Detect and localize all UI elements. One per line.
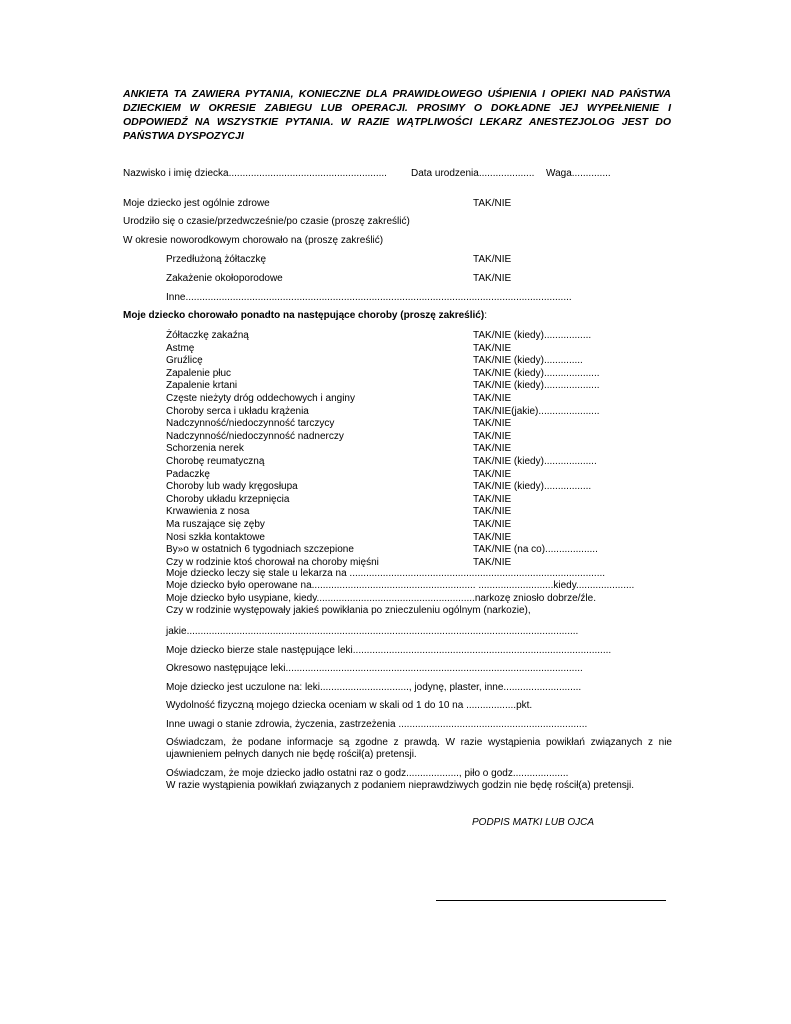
diseases-heading-text: Moje dziecko chorowało ponadto na następujące choroby (proszę zakreślić) xyxy=(123,310,485,321)
neonatal-answer: TAK/NIE xyxy=(473,273,512,284)
disease-question: Choroby układu krzepnięcia xyxy=(166,494,290,505)
disease-question: By»o w ostatnich 6 tygodniach szczepione xyxy=(166,544,354,555)
neonatal-question: Przedłużoną żółtaczkę xyxy=(166,254,267,265)
diseases-heading xyxy=(123,310,487,322)
declaration-meal: Oświadczam, że moje dziecko jadło ostatni raz o godz..................., piło o godz.................... xyxy=(166,768,569,779)
neonatal-other-field: Inne........................................................................................................................................... xyxy=(166,292,572,303)
general-question: Urodziło się o czasie/przedwcześnie/po czasie (proszę zakreślić) xyxy=(123,216,410,227)
diseases-heading-colon: : xyxy=(484,310,487,321)
disease-answer: TAK/NIE xyxy=(473,557,512,568)
other-remarks-line: Inne uwagi o stanie zdrowia, życzenia, zastrzeżenia .................................................................... xyxy=(166,719,588,730)
patient-weight-field: Waga.............. xyxy=(546,168,611,179)
periodic-medication-line: Okresowo następujące leki........................................................................................................... xyxy=(166,663,583,674)
disease-question: Krwawienia z nosa xyxy=(166,506,250,517)
disease-question: Schorzenia nerek xyxy=(166,443,244,454)
patient-dob-field: Data urodzenia.................... xyxy=(411,168,535,179)
disease-answer: TAK/NIE xyxy=(473,519,512,530)
general-question: W okresie noworodkowym chorowało na (proszę zakreślić) xyxy=(123,235,384,246)
disease-question: Gruźlicę xyxy=(166,355,203,366)
disease-answer: TAK/NIE xyxy=(473,469,512,480)
patient-name-field: Nazwisko i imię dziecka......................................................... xyxy=(123,168,387,179)
disease-answer: TAK/NIE (kiedy)................. xyxy=(473,330,592,341)
complications-details-line: jakie............................................................................................................................................. xyxy=(166,626,579,637)
complications-line: Czy w rodzinie występowały jakieś powikłania po znieczuleniu ogólnym (narkozie), xyxy=(166,605,531,616)
disease-question: Żółtaczkę zakaźną xyxy=(166,330,249,341)
disease-question: Zapalenie płuc xyxy=(166,368,232,379)
disease-question: Nosi szkła kontaktowe xyxy=(166,532,265,543)
disease-question: Czy w rodzinie ktoś chorował na choroby mięśni xyxy=(166,557,379,568)
disease-question: Nadczynność/niedoczynność tarczycy xyxy=(166,418,335,429)
disease-answer: TAK/NIE xyxy=(473,443,512,454)
intro-paragraph: ANKIETA TA ZAWIERA PYTANIA, KONIECZNE DLA PRAWIDŁOWEGO UŚPIENIA I OPIEKI NAD PAŃSTWA DZIECKIEM W OKRESIE ZABIEGU LUB OPERACJI. PROSIMY O DOKŁADNE JEJ WYPEŁNIENIE I ODPOWIEDŹ NA WSZYSTKIE PYTANIA. W RAZIE WĄTPLIWOŚCI LEKARZ ANESTEZJOLOG JEST DO PAŃSTWA DYSPOZYCJI xyxy=(123,88,671,142)
disease-answer: TAK/NIE xyxy=(473,343,512,354)
declaration-hours: W razie wystąpienia powikłań związanych z podaniem nieprawdziwych godzin nie będę rościł(a) pretensji. xyxy=(166,780,635,791)
disease-answer: TAK/NIE xyxy=(473,418,512,429)
operation-line: Moje dziecko było operowane na........................................................... ...........................kiedy..................... xyxy=(166,580,635,591)
disease-question: Częste nieżyty dróg oddechowych i anginy xyxy=(166,393,355,404)
regular-medication-line: Moje dziecko bierze stale następujące leki............................................................................................. xyxy=(166,645,612,656)
signature-label: PODPIS MATKI LUB OJCA xyxy=(472,817,595,828)
neonatal-question: Zakażenie okołoporodowe xyxy=(166,273,283,284)
disease-question: Padaczkę xyxy=(166,469,210,480)
disease-question: Ma ruszające się zęby xyxy=(166,519,265,530)
disease-answer: TAK/NIE xyxy=(473,393,512,404)
disease-question: Choroby serca i układu krążenia xyxy=(166,406,309,417)
disease-answer: TAK/NIE xyxy=(473,532,512,543)
disease-question: Zapalenie krtani xyxy=(166,380,238,391)
general-answer: TAK/NIE xyxy=(473,198,512,209)
disease-answer: TAK/NIE xyxy=(473,494,512,505)
disease-question: Nadczynność/niedoczynność nadnerczy xyxy=(166,431,344,442)
disease-answer: TAK/NIE (kiedy).............. xyxy=(473,355,583,366)
declaration-data: Oświadczam, że podane informacje są zgodne z prawdą. W razie wystąpienia powikłań związanych z nie ujawnieniem pełnych danych nie będę rościł(a) pretensji. xyxy=(166,737,672,760)
disease-answer: TAK/NIE (kiedy)................. xyxy=(473,481,592,492)
treatment-line: Moje dziecko leczy się stale u lekarza na ............................................................................................ xyxy=(166,568,606,579)
disease-answer: TAK/NIE (na co)................... xyxy=(473,544,598,555)
fitness-line: Wydolność fizyczną mojego dziecka oceniam w skali od 1 do 10 na ..................pkt. xyxy=(166,700,533,711)
disease-question: Choroby lub wady kręgosłupa xyxy=(166,481,298,492)
allergy-line: Moje dziecko jest uczulone na: leki................................, jodynę, plaster, inne............................ xyxy=(166,682,582,693)
disease-answer: TAK/NIE xyxy=(473,506,512,517)
disease-answer: TAK/NIE xyxy=(473,431,512,442)
disease-question: Chorobę reumatyczną xyxy=(166,456,265,467)
general-question: Moje dziecko jest ogólnie zdrowe xyxy=(123,198,270,209)
anesthesia-line: Moje dziecko było usypiane, kiedy.........................................................narkozę zniosło dobrze/źle. xyxy=(166,593,596,604)
disease-question: Astmę xyxy=(166,343,195,354)
disease-answer: TAK/NIE (kiedy)................... xyxy=(473,456,597,467)
neonatal-answer: TAK/NIE xyxy=(473,254,512,265)
disease-answer: TAK/NIE (kiedy).................... xyxy=(473,368,600,379)
disease-answer: TAK/NIE (kiedy).................... xyxy=(473,380,600,391)
disease-answer: TAK/NIE(jakie)...................... xyxy=(473,406,600,417)
signature-line xyxy=(436,900,666,901)
